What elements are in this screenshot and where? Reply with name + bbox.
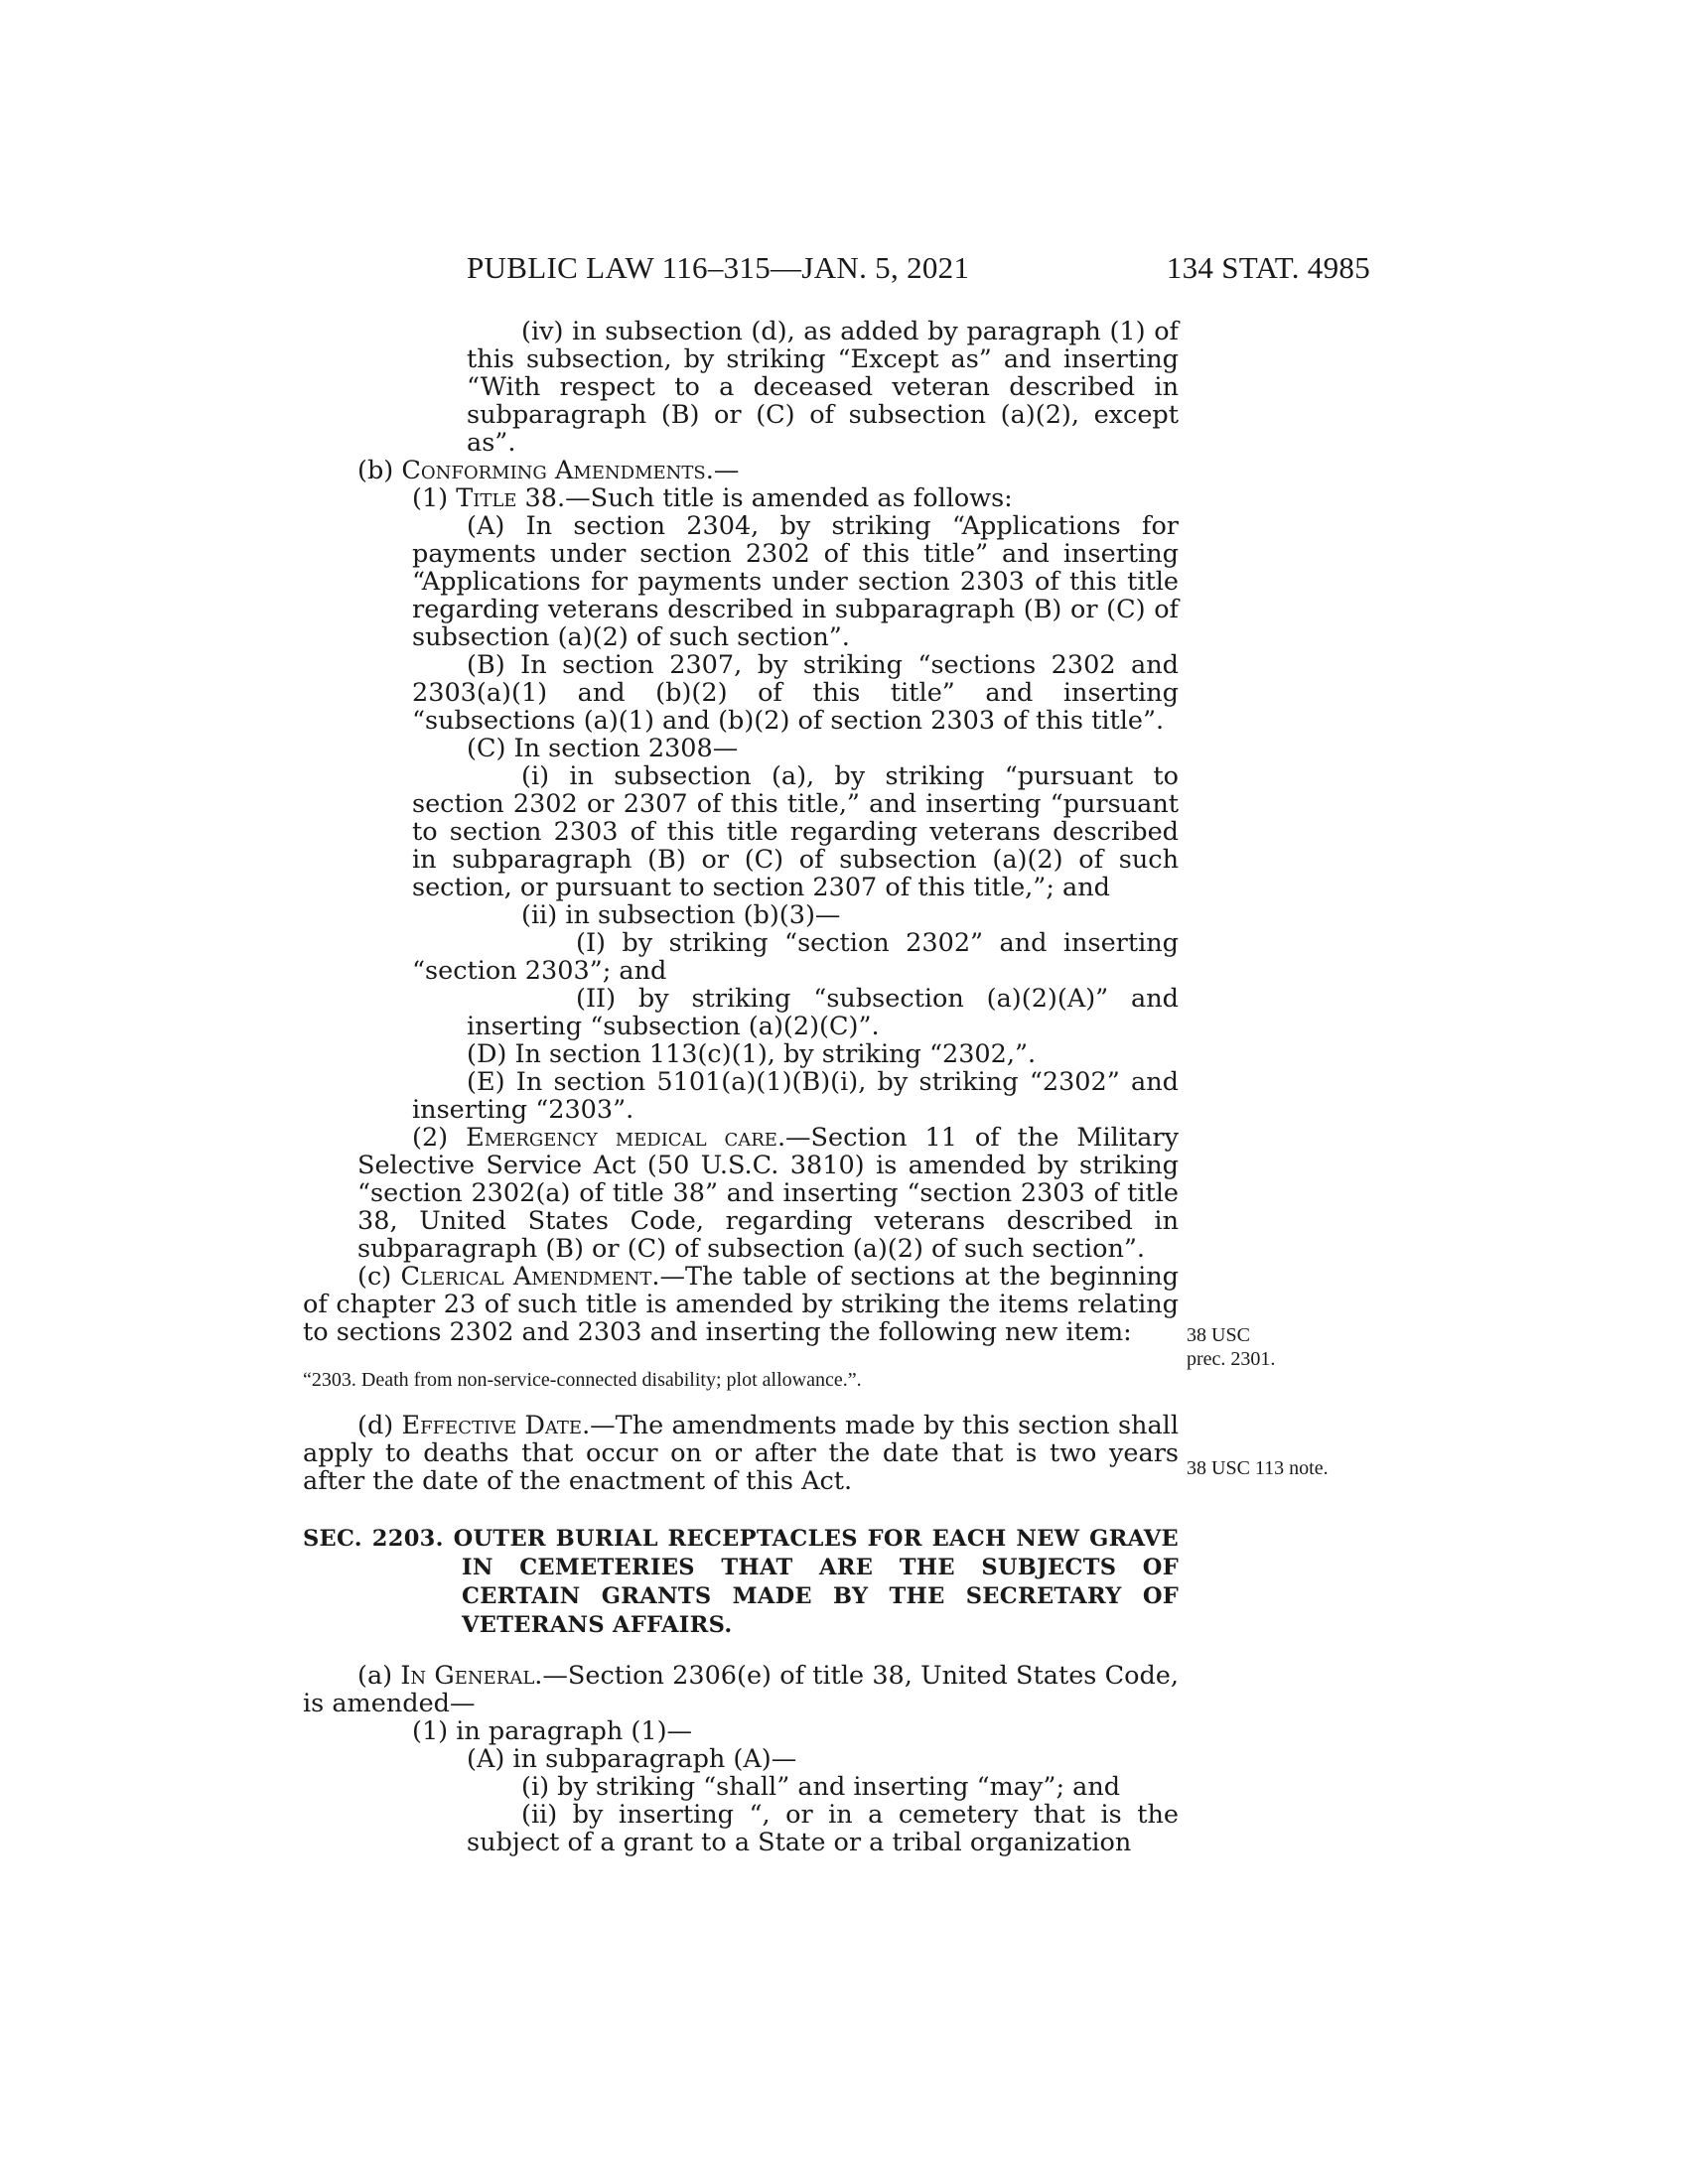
margin-note-line: prec. 2301.: [1187, 1348, 1276, 1370]
subparagraph-A: (A) In section 2304, by striking “Applications for payments under section 2302 of this title” and inserting “Applications for payments under section 2303 of this title regarding veterans described in subparagraph (B) or (C) of subsection (a)(2) of such section”.: [412, 511, 1179, 652]
subsection-a: (a) In General.—Section 2306(e) of title 38, United States Code, is amended—: [303, 1661, 1179, 1718]
header-citation: PUBLIC LAW 116–315—JAN. 5, 2021: [467, 250, 970, 285]
margin-note-line: 38 USC: [1187, 1324, 1250, 1346]
margin-note-113-note: 38 USC 113 note.: [1187, 1457, 1329, 1479]
paragraph-b2: (2) Emergency medical care.—Section 11 of the Military Selective Service Act (50 U.S.C. 3810) is amended by striking “section 2302(a) of title 38” and inserting “section 2303 of title 38, United States Code, regarding veterans described in subparagraph (B) or (C) of subsection (a)(2) of such section”.: [357, 1123, 1179, 1264]
heading-small-caps: Conforming Amendments: [401, 456, 706, 485]
heading-small-caps: Effective Date: [401, 1411, 583, 1440]
subclause-C-ii-I: (I) by striking “section 2302” and inserting “section 2303”; and: [412, 928, 1179, 986]
header-stat-page: 134 STAT. 4985: [1166, 250, 1370, 285]
table-of-sections-item: “2303. Death from non-service-connected disability; plot allowance.”.: [303, 1369, 862, 1391]
subsection-c: (c) Clerical Amendment.—The table of sections at the beginning of chapter 23 of such title is amended by striking the items relating to sections 2302 and 2303 and inserting the following new item:: [303, 1262, 1179, 1347]
margin-note-prec-2301: [1187, 1323, 1385, 1371]
subparagraph-a1A: (A) in subparagraph (A)—: [467, 1744, 797, 1774]
page-header: [467, 250, 1370, 290]
clause-a1A-i: (i) by striking “shall” and inserting “may”; and: [521, 1772, 1121, 1802]
clause-C-ii: (ii) in subsection (b)(3)—: [521, 900, 841, 930]
heading-small-caps: Clerical Amendment: [400, 1262, 652, 1292]
heading-small-caps: Emergency medical care: [466, 1123, 777, 1153]
clause-iv: (iv) in subsection (d), as added by paragraph (1) of this subsection, by striking “Except as” and inserting “With respect to a deceased veteran described in subparagraph (B) or (C) of subsection (a)(2), except as”.: [467, 317, 1179, 458]
paragraph-b1: (1) Title 38.—Such title is amended as follows:: [412, 483, 1013, 513]
heading-small-caps: In General: [400, 1661, 535, 1691]
clause-C-i: (i) in subsection (a), by striking “pursuant to section 2302 or 2307 of this title,” and inserting “pursuant to section 2303 of this title regarding veterans described in subparagraph (B) or (C) of subsection (a)(2) of such section, or pursuant to section 2307 of this title,”; and: [412, 761, 1179, 902]
section-heading-2203: SEC. 2203. OUTER BURIAL RECEPTACLES FOR EACH NEW GRAVE IN CEMETERIES THAT ARE THE SUBJECTS OF CERTAIN GRANTS MADE BY THE SECRETARY OF VETERANS AFFAIRS.: [303, 1526, 1179, 1638]
subsection-b-heading: (b) Conforming Amendments.—: [357, 456, 740, 485]
subparagraph-C: (C) In section 2308—: [467, 734, 739, 763]
subparagraph-D: (D) In section 113(c)(1), by striking “2302,”.: [467, 1039, 1037, 1069]
subsection-d: (d) Effective Date.—The amendments made by this section shall apply to deaths that occur on or after the date that is two years after the date of the enactment of this Act.: [303, 1411, 1179, 1496]
subclause-C-ii-II: (II) by striking “subsection (a)(2)(A)” and inserting “subsection (a)(2)(C)”.: [467, 984, 1179, 1041]
clause-a1A-ii: (ii) by inserting “, or in a cemetery that is the subject of a grant to a State or a tribal organization: [467, 1800, 1179, 1857]
heading-small-caps: Title 38: [456, 483, 558, 513]
document-body: [303, 318, 1179, 1856]
paragraph-a1: (1) in paragraph (1)—: [412, 1716, 693, 1746]
subparagraph-B: (B) In section 2307, by striking “sections 2302 and 2303(a)(1) and (b)(2) of this title” and inserting “subsections (a)(1) and (b)(2) of section 2303 of this title”.: [412, 650, 1179, 736]
subparagraph-E: (E) In section 5101(a)(1)(B)(i), by striking “2302” and inserting “2303”.: [412, 1067, 1179, 1125]
